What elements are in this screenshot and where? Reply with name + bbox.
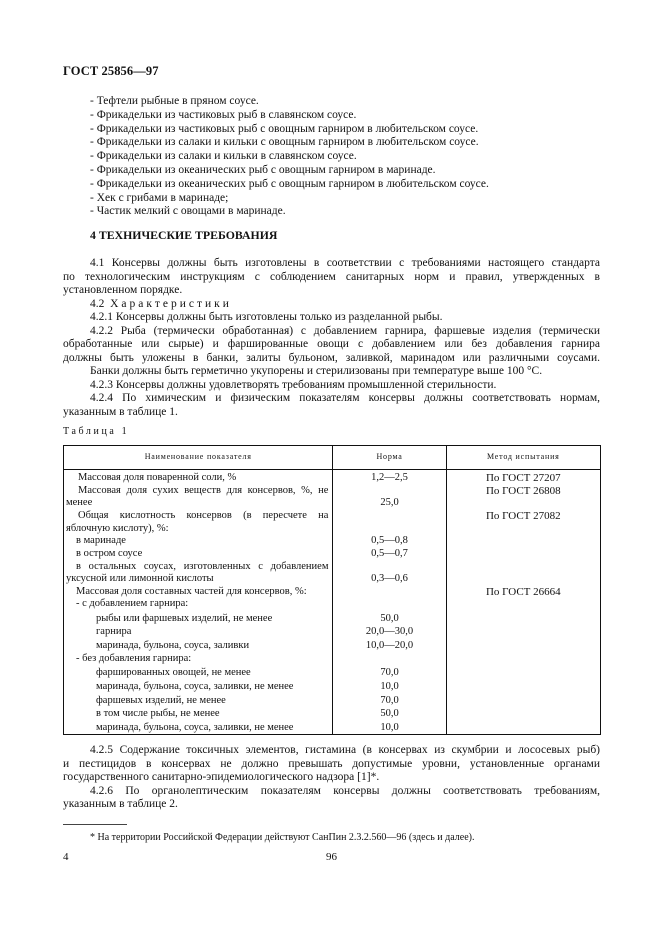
- document-code-header: ГОСТ 25856—97: [63, 64, 159, 78]
- footnote-divider: [63, 824, 127, 825]
- subsection-title: Характеристики: [110, 297, 232, 310]
- text-line: по технологическим инструкциям с соблюдением санитарных норм и правил, утвержденных в: [63, 270, 600, 283]
- text-line: 4.2.4 По химическим и физическим показателям консервы должны соответствовать нормам,: [90, 392, 600, 404]
- paragraph-4-2-1: 4.2.1 Консервы должны быть изготовлены только из разделанной рыбы.: [90, 311, 443, 323]
- list-item: - Фрикадельки из салаки и кильки с овощным гарниром в любительском соусе.: [90, 136, 479, 149]
- indicator-name: в том числе рыбы, не менее: [96, 708, 220, 720]
- text-line: 4.2.2 Рыба (термически обработанная) с добавлением гарнира, фаршевые изделия (термически: [90, 324, 600, 337]
- method-value: По ГОСТ 27082: [485, 509, 561, 522]
- indicator-name: яблочную кислоту), %:: [66, 522, 169, 534]
- norm-value: 25,0: [380, 497, 399, 509]
- text-line: 4.2.6 По органолептическим показателям консервы должны соответствовать требованиям,: [90, 784, 600, 797]
- column-header-method: Метод испытания: [446, 446, 600, 470]
- indicator-name: Массовая доля поваренной соли, %: [78, 472, 237, 483]
- column-header-indicator: Наименование показателя: [64, 446, 333, 470]
- norm-value: 1,2—2,5: [371, 472, 408, 483]
- list-item: - Хек с грибами в маринаде;: [90, 191, 229, 204]
- indicator-name: менее: [66, 497, 93, 509]
- list-item: - Частик мелкий с овощами в маринаде.: [90, 205, 286, 218]
- text-line: должны быть уложены в банки, залиты бульоном, заливкой, маринадом или различными соусами.: [63, 351, 600, 364]
- text-line: 4.2.5 Содержание токсичных элементов, гистамина (в консервах из скумбрии и лососевых рыб): [90, 744, 600, 756]
- text-line: государственного санитарно-эпидемиологического надзора [1]*.: [63, 771, 380, 783]
- indicator-name: фаршевых изделий, не менее: [96, 694, 226, 706]
- norm-value: 10,0: [380, 680, 399, 692]
- indicator-name: Общая кислотность консервов (в пересчете на: [78, 509, 329, 521]
- page-number-center: 96: [326, 851, 337, 863]
- text-line: обработанные или сырые) и фаршированные овощи с добавлением или без добавления гарнира: [63, 338, 600, 350]
- indicator-name: в маринаде: [76, 535, 126, 547]
- indicator-name: фаршированных овощей, не менее: [96, 667, 251, 679]
- norm-value: 10,0—20,0: [365, 640, 414, 652]
- table-caption: Таблица 1: [63, 426, 130, 437]
- indicator-name: Массовая доля составных частей для консервов, %:: [76, 585, 307, 597]
- section-title: 4 ТЕХНИЧЕСКИЕ ТРЕБОВАНИЯ: [90, 228, 278, 242]
- method-value: По ГОСТ 26808: [485, 484, 561, 497]
- text-line: установленном порядке.: [63, 284, 183, 296]
- norm-value: 0,5—0,7: [371, 547, 408, 559]
- text-line: указанным в таблице 1.: [63, 405, 178, 418]
- method-value: По ГОСТ 26664: [485, 585, 561, 598]
- indicator-name: гарнира: [96, 625, 132, 637]
- page-number-left: 4: [63, 851, 69, 863]
- indicator-name: уксусной или лимонной кислоты: [66, 573, 214, 585]
- indicator-name: - без добавления гарнира:: [76, 652, 192, 664]
- norm-value: 20,0—30,0: [365, 625, 414, 637]
- norm-value: 70,0: [380, 667, 399, 679]
- footnote: * На территории Российской Федерации действуют СанПин 2.3.2.560—96 (здесь и далее).: [90, 832, 475, 843]
- paragraph-4-1: [63, 257, 600, 419]
- subsection-number: 4.2: [90, 297, 105, 310]
- list-item: - Фрикадельки из океанических рыб с овощным гарниром в любительском соусе.: [90, 177, 489, 190]
- table-row: [64, 470, 601, 735]
- paragraph-4-2-3: 4.2.3 Консервы должны удовлетворять требованиям промышленной стерильности.: [90, 378, 497, 391]
- list-item: - Фрикадельки из океанических рыб с овощным гарниром в маринаде.: [90, 163, 436, 176]
- text-line: и пестицидов в консервах не должно превышать допустимые уровни, установленные органами: [63, 757, 600, 770]
- column-header-norm: Норма: [333, 446, 446, 470]
- method-value: По ГОСТ 27207: [485, 472, 561, 484]
- norm-value: 0,3—0,6: [371, 573, 408, 585]
- list-item: - Фрикадельки из салаки и кильки в славянском соусе.: [90, 150, 357, 163]
- list-item: - Фрикадельки из частиковых рыб с овощным гарниром в любительском соусе.: [90, 122, 479, 135]
- indicator-name: маринада, бульона, соуса, заливки, не менее: [96, 680, 294, 692]
- text-line: указанным в таблице 2.: [63, 798, 178, 810]
- norm-value: 70,0: [380, 694, 399, 706]
- indicator-name: Массовая доля сухих веществ для консервов, %, не: [78, 484, 329, 496]
- norm-value: 10,0: [380, 721, 399, 733]
- text-line: Банки должны быть герметично укупорены и стерилизованы при температуре выше 100 °С.: [90, 365, 543, 377]
- table-header-row: [64, 446, 601, 470]
- table-1: [63, 445, 601, 735]
- indicator-name: в остром соусе: [76, 547, 143, 559]
- indicator-name: в остальных соусах, изготовленных с добавлением: [76, 560, 329, 572]
- list-item: - Фрикадельки из частиковых рыб в славянском соусе.: [90, 108, 357, 121]
- subsection-4-2: [63, 298, 600, 312]
- norm-value: 50,0: [380, 612, 399, 624]
- indicator-name: рыбы или фаршевых изделий, не менее: [96, 612, 273, 624]
- product-list: [90, 95, 489, 219]
- norm-value: 0,5—0,8: [371, 535, 408, 547]
- paragraph-4-2-5: [63, 744, 600, 812]
- indicator-name: маринада, бульона, соуса, заливки, не менее: [96, 721, 294, 733]
- indicator-name: маринада, бульона, соуса, заливки: [96, 640, 250, 652]
- indicator-name: - с добавлением гарнира:: [76, 598, 189, 610]
- text-line: 4.1 Консервы должны быть изготовлены в соответствии с требованиями настоящего стандарта: [90, 257, 600, 269]
- list-item: - Тефтели рыбные в пряном соусе.: [90, 95, 259, 107]
- norm-value: 50,0: [380, 708, 399, 720]
